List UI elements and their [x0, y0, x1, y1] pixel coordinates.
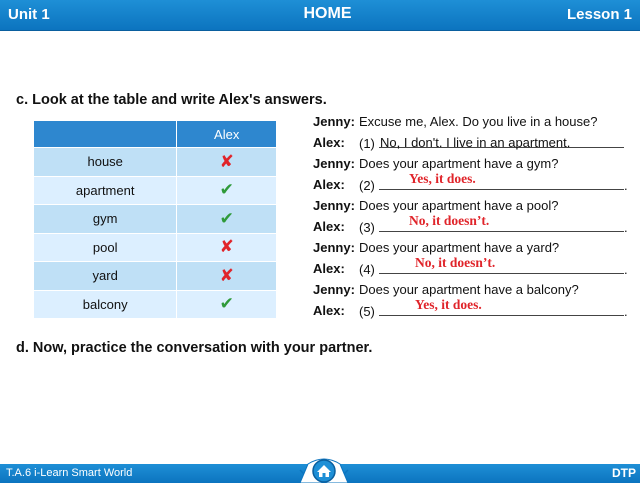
- speaker-alex: Alex:: [313, 303, 345, 318]
- page-title: HOME: [303, 5, 352, 22]
- answer-example: No, I don't. I live in an apartment.: [380, 135, 571, 150]
- jenny-question: Does your apartment have a gym?: [359, 156, 559, 171]
- table-item: yard: [34, 262, 177, 291]
- speaker-alex: Alex:: [313, 261, 345, 276]
- answer-filled: No, it doesn’t.: [415, 255, 496, 270]
- table-row: [34, 233, 277, 262]
- conversation: [313, 112, 633, 322]
- check-icon: ✔: [177, 176, 277, 205]
- check-icon: ✔: [177, 290, 277, 319]
- answer-blank[interactable]: [379, 315, 624, 316]
- lesson-label: Lesson 1: [566, 6, 632, 23]
- speaker-alex: Alex:: [313, 219, 345, 234]
- table-header-blank: [34, 121, 177, 148]
- answer-number: (3): [359, 220, 375, 235]
- home-icon: [298, 452, 350, 483]
- alex-line: [313, 213, 633, 238]
- footer-credit: T.A.6 i-Learn Smart World: [6, 467, 133, 479]
- answer-blank[interactable]: [379, 189, 624, 190]
- home-button[interactable]: [298, 452, 350, 483]
- header-bar: [0, 0, 640, 31]
- jenny-question: Does your apartment have a pool?: [359, 198, 559, 213]
- answer-filled: Yes, it does.: [415, 297, 482, 312]
- speaker-jenny: Jenny:: [313, 114, 355, 129]
- unit-label: Unit 1: [8, 6, 50, 23]
- jenny-question: Does your apartment have a yard?: [359, 240, 560, 255]
- answer-blank[interactable]: [379, 273, 624, 274]
- table-header-alex: Alex: [177, 121, 277, 148]
- table-row: [34, 290, 277, 319]
- period: .: [624, 304, 628, 319]
- answer-number: (4): [359, 262, 375, 277]
- speaker-jenny: Jenny:: [313, 240, 355, 255]
- period: .: [624, 262, 628, 277]
- table-item: apartment: [34, 176, 177, 205]
- cross-icon: ✘: [177, 233, 277, 262]
- cross-icon: ✘: [177, 148, 277, 177]
- speaker-alex: Alex:: [313, 135, 345, 150]
- table-item: gym: [34, 205, 177, 234]
- period: .: [624, 220, 628, 235]
- speaker-jenny: Jenny:: [313, 198, 355, 213]
- table-row: [34, 205, 277, 234]
- jenny-question: Excuse me, Alex. Do you live in a house?: [359, 114, 598, 129]
- answer-filled: Yes, it does.: [409, 171, 476, 186]
- answer-number: (5): [359, 304, 375, 319]
- answers-table: [33, 120, 277, 319]
- instruction-d: d. Now, practice the conversation with your partner.: [16, 340, 373, 356]
- answer-blank[interactable]: [379, 231, 624, 232]
- answer-number: (2): [359, 178, 375, 193]
- table-row: [34, 176, 277, 205]
- alex-line: [313, 255, 633, 280]
- speaker-jenny: Jenny:: [313, 156, 355, 171]
- period: .: [624, 178, 628, 193]
- table-row: [34, 262, 277, 291]
- jenny-line: [313, 112, 633, 133]
- answer-number: (1): [359, 136, 375, 151]
- alex-line: [313, 171, 633, 196]
- check-icon: ✔: [177, 205, 277, 234]
- table-item: house: [34, 148, 177, 177]
- alex-line: [313, 297, 633, 322]
- table-item: pool: [34, 233, 177, 262]
- answer-filled: No, it doesn’t.: [409, 213, 490, 228]
- speaker-jenny: Jenny:: [313, 282, 355, 297]
- footer-brand: DTP: [612, 466, 636, 480]
- table-row: [34, 148, 277, 177]
- alex-line: [313, 133, 633, 154]
- table-header-row: [34, 121, 277, 148]
- instruction-c: c. Look at the table and write Alex's answers.: [16, 92, 327, 108]
- jenny-question: Does your apartment have a balcony?: [359, 282, 579, 297]
- table-item: balcony: [34, 290, 177, 319]
- cross-icon: ✘: [177, 262, 277, 291]
- speaker-alex: Alex:: [313, 177, 345, 192]
